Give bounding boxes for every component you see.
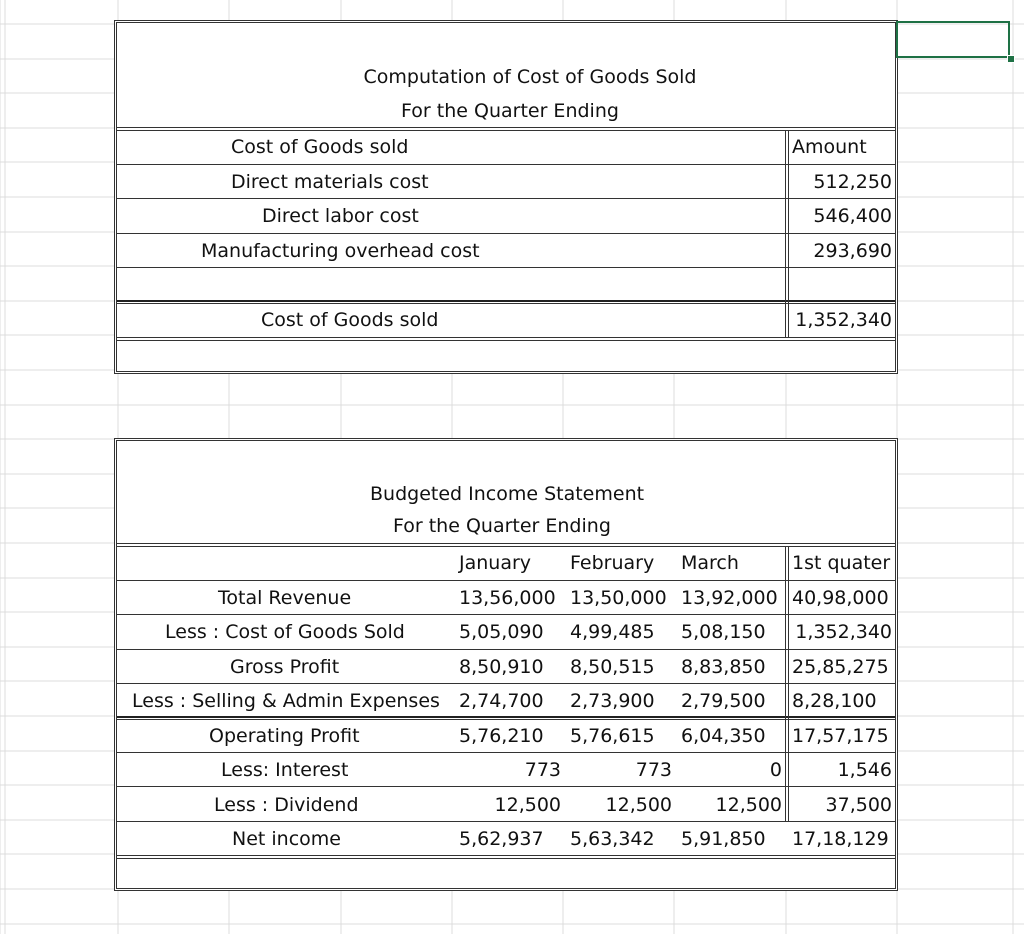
cogs-total-label: Cost of Goods sold <box>261 309 439 331</box>
income-row-label: Less : Dividend <box>214 794 359 816</box>
income-row-label: Gross Profit <box>230 656 340 678</box>
row-divider <box>117 233 895 234</box>
cogs-row-amount: 512,250 <box>813 171 892 193</box>
row-divider <box>117 752 895 753</box>
income-cell: 40,98,000 <box>792 587 889 609</box>
col-header-march: March <box>681 552 739 574</box>
income-cell: 25,85,275 <box>792 656 889 678</box>
row-divider <box>117 858 895 859</box>
cogs-row-label: Manufacturing overhead cost <box>201 240 480 262</box>
income-subtitle: For the Quarter Ending <box>393 515 611 537</box>
row-divider <box>117 786 895 787</box>
income-cell: 37,500 <box>825 794 892 816</box>
cogs-title: Computation of Cost of Goods Sold <box>363 66 697 88</box>
row-divider <box>117 164 895 165</box>
income-cell: 13,56,000 <box>459 587 556 609</box>
row-divider <box>117 340 895 341</box>
row-divider <box>117 198 895 199</box>
cogs-row-amount: 546,400 <box>813 205 892 227</box>
income-row-label: Net income <box>232 828 341 850</box>
row-divider <box>117 300 895 302</box>
income-cell: 8,83,850 <box>681 656 766 678</box>
col-header-february: February <box>570 552 655 574</box>
row-divider <box>117 337 895 338</box>
column-divider <box>785 546 786 821</box>
income-row-label: Less : Cost of Goods Sold <box>165 621 405 643</box>
col-header-january: January <box>459 552 532 574</box>
row-divider <box>117 855 895 856</box>
income-cell: 5,91,850 <box>681 828 766 850</box>
income-cell: 5,08,150 <box>681 621 766 643</box>
row-divider <box>117 683 895 684</box>
cogs-subtitle: For the Quarter Ending <box>401 100 619 122</box>
row-divider <box>117 127 895 128</box>
cogs-row-amount: 293,690 <box>813 240 892 262</box>
row-divider <box>117 267 895 268</box>
cogs-row-label: Cost of Goods sold <box>231 136 409 158</box>
income-cell: 6,04,350 <box>681 725 766 747</box>
row-divider <box>117 719 895 720</box>
income-cell: 4,99,485 <box>570 621 655 643</box>
column-divider <box>788 546 789 821</box>
income-cell: 8,50,910 <box>459 656 544 678</box>
cogs-row-label: Direct labor cost <box>262 205 419 227</box>
income-cell: 17,57,175 <box>792 725 889 747</box>
income-cell: 12,500 <box>494 794 561 816</box>
row-divider <box>117 649 895 650</box>
row-divider <box>117 614 895 615</box>
row-divider <box>117 130 895 131</box>
income-cell: 5,76,615 <box>570 725 655 747</box>
row-divider <box>117 821 895 822</box>
income-cell: 2,74,700 <box>459 690 544 712</box>
income-cell: 13,92,000 <box>681 587 778 609</box>
income-cell: 12,500 <box>715 794 782 816</box>
column-divider <box>788 130 789 337</box>
income-cell: 17,18,129 <box>792 828 889 850</box>
income-cell: 773 <box>635 759 672 781</box>
fill-handle[interactable] <box>1007 55 1015 63</box>
income-cell: 1,546 <box>837 759 892 781</box>
income-row-label: Total Revenue <box>218 587 352 609</box>
income-cell: 5,63,342 <box>570 828 655 850</box>
income-cell: 0 <box>769 759 782 781</box>
income-title: Budgeted Income Statement <box>370 483 645 505</box>
income-cell: 2,73,900 <box>570 690 655 712</box>
income-cell: 2,79,500 <box>681 690 766 712</box>
row-divider <box>117 303 895 304</box>
col-header-quarter: 1st quater <box>792 552 891 574</box>
income-row-label: Less: Interest <box>221 759 349 781</box>
income-cell: 8,28,100 <box>792 690 877 712</box>
income-row-label: Less : Selling & Admin Expenses <box>132 690 440 712</box>
cogs-total-amount: 1,352,340 <box>795 309 892 331</box>
row-divider <box>117 543 895 544</box>
income-cell: 1,352,340 <box>795 621 892 643</box>
income-cell: 13,50,000 <box>570 587 667 609</box>
income-cell: 12,500 <box>605 794 672 816</box>
income-cell: 773 <box>524 759 561 781</box>
cogs-row-label: Direct materials cost <box>231 171 429 193</box>
income-cell: 8,50,515 <box>570 656 655 678</box>
income-cell: 5,62,937 <box>459 828 544 850</box>
income-row-label: Operating Profit <box>209 725 360 747</box>
income-cell: 5,05,090 <box>459 621 544 643</box>
income-cell: 5,76,210 <box>459 725 544 747</box>
selected-cell[interactable] <box>896 21 1010 58</box>
column-divider <box>785 130 786 337</box>
row-divider <box>117 716 895 718</box>
row-divider <box>117 580 895 581</box>
row-divider <box>117 546 895 547</box>
cogs-amount-header: Amount <box>792 136 867 158</box>
